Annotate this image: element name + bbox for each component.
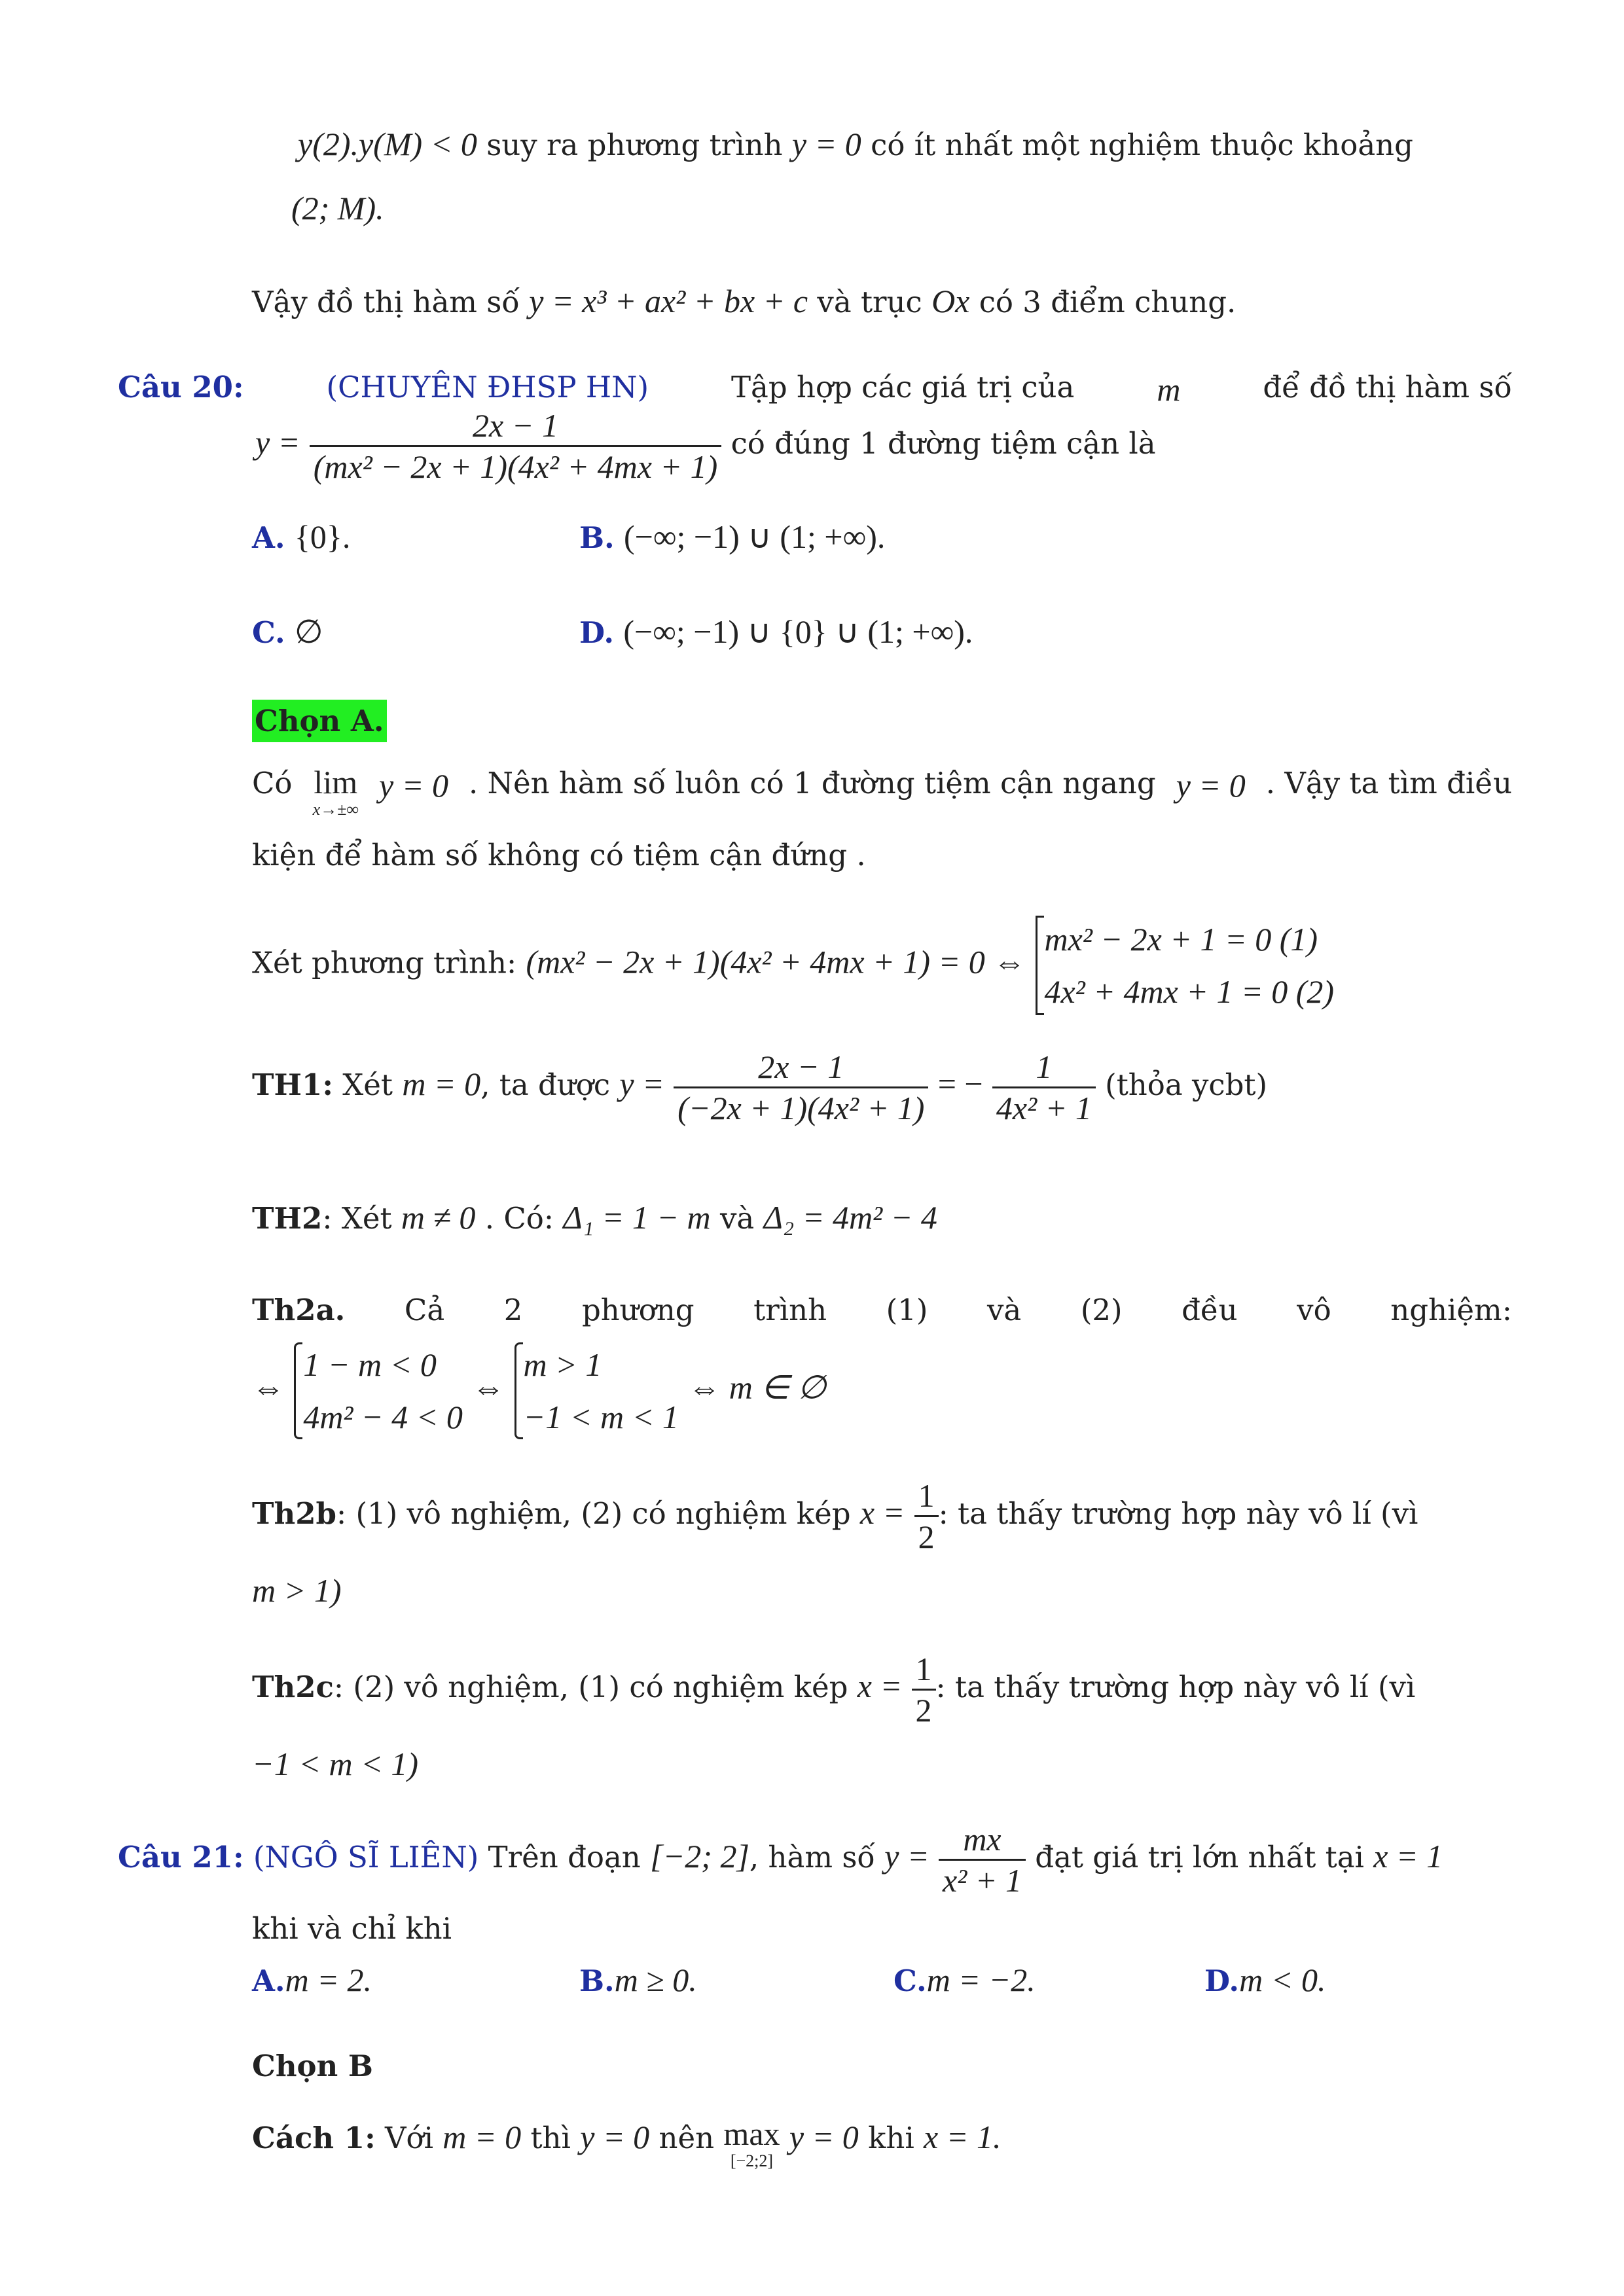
prev-conclusion	[252, 281, 1236, 321]
th2a-s2r1: m > 1	[523, 1346, 602, 1383]
xet-system	[1036, 913, 1335, 1018]
th1-y: y =	[619, 1066, 664, 1102]
prev-expr: y(2).y(M) < 0	[298, 126, 477, 162]
th2-va: và	[719, 1201, 755, 1236]
q20-tail: có đúng 1 đường tiệm cận là	[731, 426, 1156, 461]
q21-option-b[interactable]	[579, 1960, 697, 2000]
c1-a: Với	[385, 2121, 433, 2155]
th2a-word: phương	[581, 1293, 695, 1327]
q20-option-b-label: B.	[579, 520, 615, 555]
sol1-e: . Vậy ta tìm điều	[1265, 766, 1512, 800]
q20-th2a	[252, 1293, 1512, 1328]
q20-option-a-value: {0}.	[294, 518, 351, 555]
th2c-half-den: 2	[912, 1689, 936, 1730]
th2a-system-1	[294, 1338, 463, 1443]
xet-bracket	[1036, 916, 1044, 1015]
th2a-word: đều	[1182, 1293, 1238, 1327]
q20-text: Tập hợp các giá trị của	[731, 370, 1075, 404]
th2a-word: trình	[753, 1293, 827, 1327]
th1-a: Xét	[342, 1067, 393, 1102]
th1-num: 2x − 1	[758, 1049, 844, 1085]
q21-option-c[interactable]	[893, 1960, 1036, 2000]
q21-num: mx	[963, 1821, 1001, 1857]
th2a-word: 2	[503, 1293, 523, 1327]
c1-max-sub: [−2;2]	[730, 2151, 774, 2170]
th1-eq: = −	[937, 1066, 983, 1102]
th2b-half	[914, 1476, 939, 1556]
xet-row-2: 4x² + 4mx + 1 = 0 (2)	[1044, 973, 1335, 1010]
q21-interval: [−2; 2]	[650, 1838, 749, 1874]
q20-answer-highlight: Chọn A.	[252, 700, 387, 742]
th2a-word: và	[986, 1293, 1022, 1327]
q20-option-b[interactable]	[579, 517, 885, 556]
th2a-s2r2: −1 < m < 1	[523, 1399, 679, 1435]
q20-option-b-value: (−∞; −1) ∪ (1; +∞).	[624, 518, 886, 555]
c1-max	[723, 2117, 780, 2170]
sol1-c: . Nên hàm số luôn có 1 đường tiệm cận ngang	[469, 766, 1156, 800]
th2a-s1r1: 1 − m < 0	[303, 1346, 437, 1383]
q20-option-c[interactable]	[252, 612, 323, 651]
sol1-a: Có	[252, 766, 293, 800]
q20-option-a-label: A.	[252, 520, 285, 555]
th2a-word: (2)	[1080, 1293, 1123, 1327]
c1-m: m = 0	[442, 2119, 522, 2155]
q20-source: (CHUYÊN ĐHSP HN)	[326, 370, 649, 404]
q21-option-a[interactable]	[252, 1960, 372, 2000]
q21-cach-1	[252, 2117, 1001, 2170]
q21-option-a-label: A.	[252, 1964, 285, 1998]
q21-text2: , hàm số	[749, 1840, 875, 1874]
th2c-tail: : ta thấy trường hợp này vô lí (vì	[935, 1670, 1416, 1704]
q21-text3: đạt giá trị lớn nhất tại	[1035, 1840, 1364, 1874]
xet-label: Xét phương trình:	[252, 945, 517, 980]
th2c-x: x =	[857, 1668, 903, 1704]
q20-option-a[interactable]	[252, 517, 350, 556]
q21-option-a-value: m = 2.	[285, 1962, 372, 1998]
th2b-label: Th2b	[252, 1496, 336, 1531]
q21-answer: Chọn B	[252, 2049, 373, 2083]
th1-fraction-2	[992, 1047, 1096, 1128]
q20-sol-line-2: kiện để hàm số không có tiệm cận đứng .	[252, 838, 866, 872]
c1-b: thì	[530, 2121, 571, 2155]
xet-row-1: mx² − 2x + 1 = 0 (1)	[1044, 921, 1318, 958]
th2-b: . Có:	[484, 1201, 554, 1236]
c1-label: Cách 1:	[252, 2121, 376, 2155]
q20-th2c	[252, 1649, 1415, 1730]
th2a-s1r2: 4m² − 4 < 0	[303, 1399, 463, 1435]
q20-th2a-systems	[252, 1338, 826, 1443]
th2a-iff-1: ⇔	[252, 1369, 285, 1406]
th2a-word: nghiệm:	[1390, 1293, 1512, 1327]
q20-den: (mx² − 2x + 1)(4x² + 4mx + 1)	[310, 445, 722, 486]
q20-sol-line-1	[252, 766, 1512, 818]
th2a-brace-2	[514, 1342, 523, 1439]
concl-a: Vậy đồ thị hàm số	[252, 285, 520, 319]
q20-th2	[252, 1198, 937, 1237]
sol1-d: y = 0	[1176, 767, 1246, 804]
xet-expr: (mx² − 2x + 1)(4x² + 4mx + 1) = 0 ⇔	[526, 943, 1026, 980]
th2c-line-2: −1 < m < 1)	[252, 1746, 418, 1782]
th1-b: , ta được	[480, 1067, 611, 1102]
th2-label: TH2	[252, 1201, 323, 1236]
th1-num2: 1	[1036, 1049, 1053, 1085]
concl-ox: Ox	[931, 283, 970, 319]
th2a-word: (1)	[886, 1293, 928, 1327]
q20-header	[118, 370, 1512, 409]
q21-source: (NGÔ SĨ LIÊN)	[253, 1840, 479, 1874]
concl-expr: y = x³ + ax² + bx + c	[529, 283, 808, 319]
th2c-label: Th2c	[252, 1670, 334, 1704]
c1-max-word: max	[723, 2115, 780, 2152]
prev-tail: có ít nhất một nghiệm thuộc khoảng	[871, 128, 1413, 162]
q21-option-d-value: m < 0.	[1239, 1962, 1326, 1998]
th2a-iff-2: ⇔	[472, 1369, 505, 1406]
q21-y: y =	[884, 1838, 929, 1874]
th1-tail: (thỏa ycbt)	[1105, 1067, 1268, 1102]
th1-den: (−2x + 1)(4x² + 1)	[674, 1086, 928, 1128]
q20-fraction	[310, 406, 722, 486]
q21-option-b-value: m ≥ 0.	[614, 1962, 697, 1998]
th1-fraction-1	[674, 1047, 928, 1128]
th1-label: TH1:	[252, 1067, 333, 1102]
prev-line-1	[298, 124, 1413, 164]
c1-e: khi	[868, 2121, 914, 2155]
q21-option-c-value: m = −2.	[926, 1962, 1036, 1998]
c1-y: y = 0	[580, 2119, 650, 2155]
sol1-lim-sub: x→±∞	[312, 800, 359, 819]
q21-option-b-label: B.	[579, 1964, 615, 1998]
th2a-system-2	[514, 1338, 679, 1443]
q20-text2: để đồ thị hàm số	[1263, 370, 1512, 404]
q21-option-d-label: D.	[1204, 1964, 1240, 1998]
q20-label: Câu 20:	[118, 370, 244, 404]
q21-fraction	[939, 1820, 1026, 1900]
th2a-brace-1	[294, 1342, 302, 1439]
c1-d: y = 0	[789, 2119, 859, 2155]
q21-den: x² + 1	[939, 1859, 1026, 1900]
concl-b: và trục	[817, 285, 922, 319]
th2-d2: Δ₂ = 4m² − 4	[763, 1199, 937, 1236]
q21-text: Trên đoạn	[488, 1840, 641, 1874]
q20-m: m	[1157, 371, 1181, 408]
q20-option-d-label: D.	[579, 615, 615, 650]
th2b-text: : (1) vô nghiệm, (2) có nghiệm kép	[336, 1496, 851, 1531]
th2c-half	[912, 1649, 936, 1730]
c1-x: x = 1.	[924, 2119, 1001, 2155]
th2-d1: Δ₁ = 1 − m	[563, 1199, 711, 1236]
th2b-tail: : ta thấy trường hợp này vô lí (vì	[938, 1496, 1418, 1531]
q21-header	[118, 1820, 1443, 1900]
th2a-result: ⇔ m ∈ ∅	[688, 1369, 826, 1406]
th2b-x: x =	[859, 1494, 905, 1531]
q20-xet	[252, 913, 1334, 1018]
prev-interval: (2; M).	[291, 190, 384, 226]
th2a-word: vô	[1297, 1293, 1331, 1327]
th1-den2: 4x² + 1	[992, 1086, 1096, 1128]
th2-a: : Xét	[322, 1201, 392, 1236]
q21-option-c-label: C.	[893, 1964, 927, 1998]
q20-option-d-value: (−∞; −1) ∪ {0} ∪ (1; +∞).	[623, 613, 973, 650]
th2a-label: Th2a.	[252, 1293, 346, 1327]
concl-c: có 3 điểm chung.	[979, 285, 1236, 319]
q20-function	[255, 406, 1156, 486]
th2-m: m ≠ 0	[401, 1199, 476, 1236]
th1-m: m = 0	[402, 1066, 481, 1102]
q20-answer	[252, 704, 387, 739]
th2c-text: : (2) vô nghiệm, (1) có nghiệm kép	[333, 1670, 848, 1704]
q21-x1: x = 1	[1373, 1838, 1443, 1874]
q21-line-2: khi và chỉ khi	[252, 1911, 452, 1946]
q20-th2b	[252, 1476, 1418, 1556]
th2b-line-2: m > 1)	[252, 1572, 342, 1609]
th2b-half-num: 1	[918, 1477, 935, 1514]
sol1-b: y = 0	[379, 767, 448, 804]
th2a-word: Cả	[404, 1293, 445, 1327]
sol1-lim	[313, 766, 359, 818]
q20-y: y =	[255, 424, 300, 461]
q21-option-d[interactable]	[1204, 1960, 1326, 2000]
q20-th1	[252, 1047, 1267, 1128]
q20-num: 2x − 1	[473, 407, 558, 444]
c1-c: nên	[659, 2121, 715, 2155]
q20-option-c-value: ∅	[295, 613, 323, 650]
q20-option-d[interactable]	[579, 612, 973, 651]
prev-text: suy ra phương trình	[486, 128, 783, 162]
q20-option-c-label: C.	[252, 615, 285, 650]
th2c-half-num: 1	[915, 1651, 932, 1687]
th2b-half-den: 2	[914, 1515, 939, 1556]
sol1-lim-word: lim	[314, 764, 358, 800]
prev-eq: y = 0	[791, 126, 861, 162]
q21-label: Câu 21:	[118, 1840, 244, 1874]
